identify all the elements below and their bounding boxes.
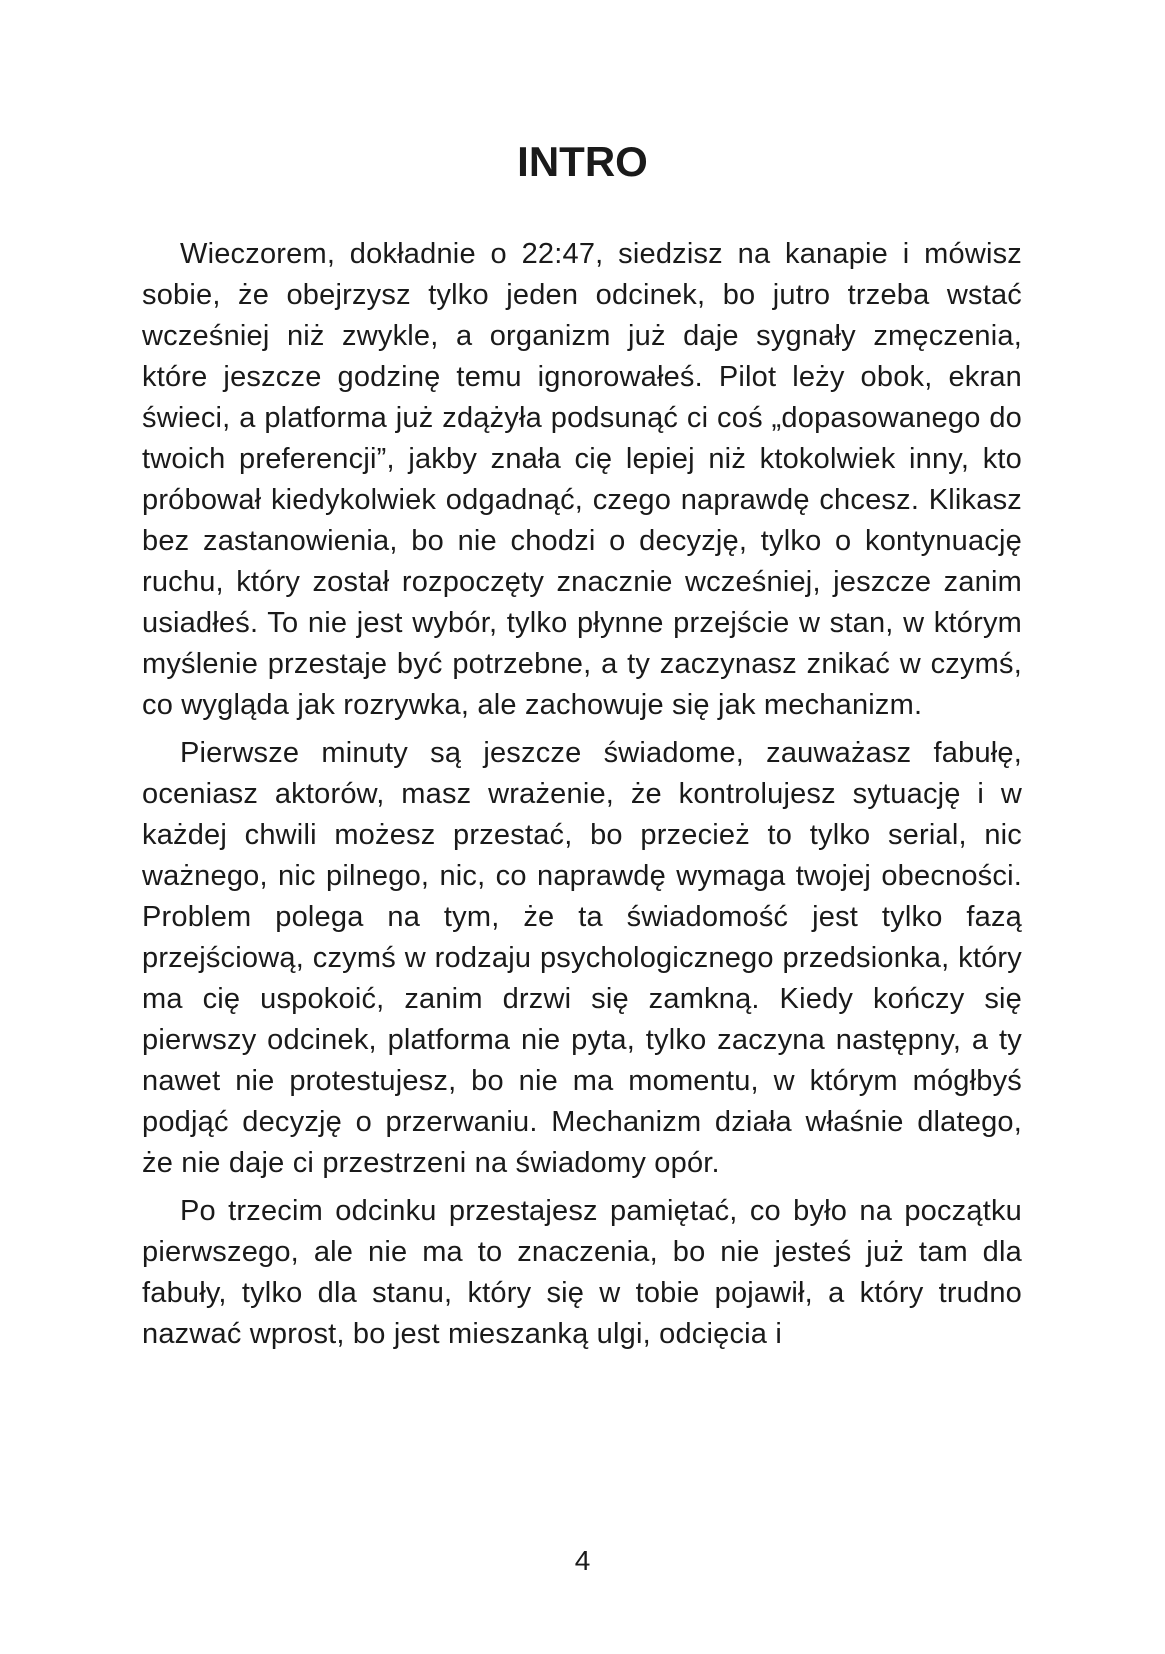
- paragraph: Wieczorem, dokładnie o 22:47, siedzisz na kanapie i mówisz sobie, że obejrzysz tylko jeden odcinek, bo jutro trzeba wstać wcześniej niż zwykle, a organizm już daje sygnały zmęczenia, które jeszcze godzinę temu ignorowałeś. Pilot leży obok, ekran świeci, a platforma już zdążyła podsunąć ci coś „dopasowanego do twoich preferencji”, jakby znała cię lepiej niż ktokolwiek inny, kto próbował kiedykolwiek odgadnąć, czego naprawdę chcesz. Klikasz bez zastanowienia, bo nie chodzi o decyzję, tylko o kontynuację ruchu, który został rozpoczęty znacznie wcześniej, jeszcze zanim usiadłeś. To nie jest wybór, tylko płynne przejście w stan, w którym myślenie przestaje być potrzebne, a ty zaczynasz znikać w czymś, co wygląda jak rozrywka, ale zachowuje się jak mechanizm.: [142, 238, 1022, 721]
- chapter-title: INTRO: [517, 138, 648, 185]
- paragraph: Po trzecim odcinku przestajesz pamiętać, co było na początku pierwszego, ale nie ma to znaczenia, bo nie jesteś już tam dla fabuły, tylko dla stanu, który się w tobie pojawił, a który trudno nazwać wprost, bo jest mieszanką ulgi, odcięcia i: [142, 1195, 1022, 1350]
- paragraph: Pierwsze minuty są jeszcze świadome, zauważasz fabułę, oceniasz aktorów, masz wrażenie, że kontrolujesz sytuację i w każdej chwili możesz przestać, bo przecież to tylko serial, nic ważnego, nic pilnego, nic, co naprawdę wymaga twojej obecności. Problem polega na tym, że ta świadomość jest tylko fazą przejściową, czymś w rodzaju psychologicznego przedsionka, który ma cię uspokoić, zanim drzwi się zamkną. Kiedy kończy się pierwszy odcinek, platforma nie pyta, tylko zaczyna następny, a ty nawet nie protestujesz, bo nie ma momentu, w którym mógłbyś podjąć decyzję o przerwaniu. Mechanizm działa właśnie dlatego, że nie daje ci przestrzeni na świadomy opór.: [142, 737, 1022, 1179]
- chapter-body: [142, 234, 1022, 1362]
- page-number: 4: [574, 1545, 591, 1576]
